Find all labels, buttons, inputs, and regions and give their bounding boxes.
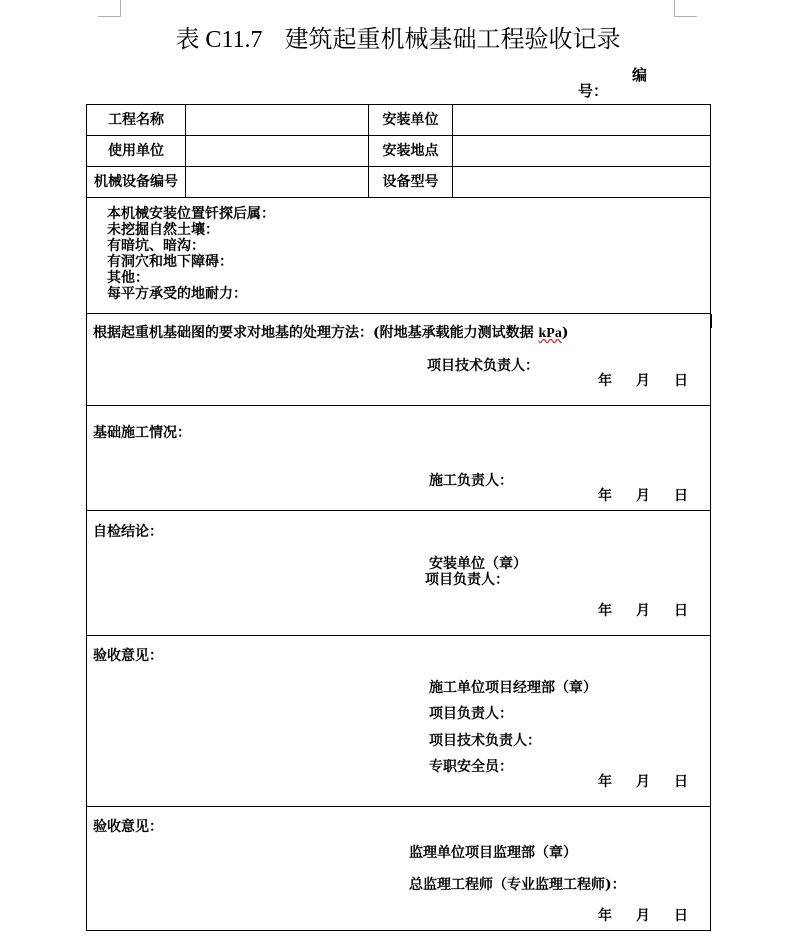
chief-supervisor-label: 总监理工程师（专业监理工程师)： xyxy=(409,877,626,893)
day-label: 日 xyxy=(674,603,688,619)
supervisor-acceptance-heading: 验收意见： xyxy=(93,819,163,835)
install-location-label: 安装地点 xyxy=(369,136,453,167)
day-label: 日 xyxy=(674,373,688,389)
project-name-field[interactable] xyxy=(186,105,369,136)
serial-number-label-part2: 号： xyxy=(578,82,609,100)
day-label: 日 xyxy=(674,488,688,504)
install-location-field[interactable] xyxy=(453,136,711,167)
header-row-2 xyxy=(87,136,711,167)
supervisor-acceptance-row xyxy=(87,807,711,931)
self-check-signer-label: 项目负责人： xyxy=(425,572,509,588)
year-label: 年 xyxy=(598,488,612,504)
installer-label: 安装单位 xyxy=(369,105,453,136)
page-corner-mark-right xyxy=(674,0,697,17)
acceptance-form-table xyxy=(86,104,711,931)
treatment-signer-label: 项目技术负责人： xyxy=(427,358,539,374)
text-cursor xyxy=(711,314,712,328)
year-label: 年 xyxy=(598,774,612,790)
contractor-safety-officer-label: 专职安全员： xyxy=(429,759,513,775)
construction-heading: 基础施工情况： xyxy=(93,425,191,441)
construction-date xyxy=(598,485,688,505)
installer-field[interactable] xyxy=(453,105,711,136)
survey-lines xyxy=(107,206,275,302)
self-check-row xyxy=(87,511,711,636)
month-label: 月 xyxy=(636,908,650,924)
month-label: 月 xyxy=(636,774,650,790)
serial-number-label-part1: 编 xyxy=(632,66,648,84)
treatment-row xyxy=(87,314,711,406)
supervisor-acceptance-section[interactable] xyxy=(87,807,711,931)
title-code: 表 C11.7 xyxy=(175,27,263,53)
self-check-heading: 自检结论： xyxy=(93,524,163,540)
survey-line: 未挖掘自然土壤： xyxy=(107,222,219,238)
construction-signer-label: 施工负责人： xyxy=(429,473,513,489)
survey-row xyxy=(87,198,711,314)
year-label: 年 xyxy=(598,908,612,924)
page-corner-mark-left xyxy=(98,0,121,17)
header-row-1 xyxy=(87,105,711,136)
construction-section[interactable] xyxy=(87,406,711,511)
self-check-unit-seal: 安装单位（章） xyxy=(429,556,527,572)
contractor-acceptance-date xyxy=(598,771,688,791)
user-unit-field[interactable] xyxy=(186,136,369,167)
equipment-number-label: 机械设备编号 xyxy=(87,167,186,198)
user-unit-label: 使用单位 xyxy=(87,136,186,167)
title-name: 建筑起重机械基础工程验收记录 xyxy=(284,25,621,53)
contractor-tech-lead-label: 项目技术负责人： xyxy=(429,733,541,749)
contractor-acceptance-section[interactable] xyxy=(87,636,711,807)
treatment-section[interactable] xyxy=(87,314,711,406)
treatment-date xyxy=(598,370,688,390)
survey-line: 其他： xyxy=(107,270,149,286)
equipment-model-field[interactable] xyxy=(453,167,711,198)
contractor-acceptance-heading: 验收意见： xyxy=(93,648,163,664)
day-label: 日 xyxy=(674,774,688,790)
survey-section[interactable] xyxy=(87,198,711,314)
supervisor-acceptance-date xyxy=(598,905,688,925)
project-name-label: 工程名称 xyxy=(87,105,186,136)
day-label: 日 xyxy=(674,908,688,924)
self-check-section[interactable] xyxy=(87,511,711,636)
month-label: 月 xyxy=(636,373,650,389)
survey-line: 本机械安装位置钎探后属： xyxy=(107,206,275,222)
year-label: 年 xyxy=(598,373,612,389)
contractor-acceptance-row xyxy=(87,636,711,807)
construction-row xyxy=(87,406,711,511)
supervisor-unit-seal: 监理单位项目监理部（章） xyxy=(409,845,577,861)
survey-line: 有暗坑、暗沟： xyxy=(107,238,205,254)
document-title xyxy=(0,24,796,54)
contractor-unit-seal: 施工单位项目经理部（章） xyxy=(429,680,597,696)
survey-line: 有洞穴和地下障碍： xyxy=(107,254,233,270)
month-label: 月 xyxy=(636,603,650,619)
contractor-project-lead-label: 项目负责人： xyxy=(429,706,513,722)
equipment-model-label: 设备型号 xyxy=(369,167,453,198)
header-row-3 xyxy=(87,167,711,198)
kpa-unit: kPa xyxy=(538,326,562,341)
year-label: 年 xyxy=(598,603,612,619)
equipment-number-field[interactable] xyxy=(186,167,369,198)
month-label: 月 xyxy=(636,488,650,504)
treatment-heading: 根据起重机基础图的要求对地基的处理方法：(附地基承载能力测试数据 kPa) xyxy=(93,325,569,341)
self-check-date xyxy=(598,600,688,620)
survey-line: 每平方承受的地耐力： xyxy=(107,286,247,302)
